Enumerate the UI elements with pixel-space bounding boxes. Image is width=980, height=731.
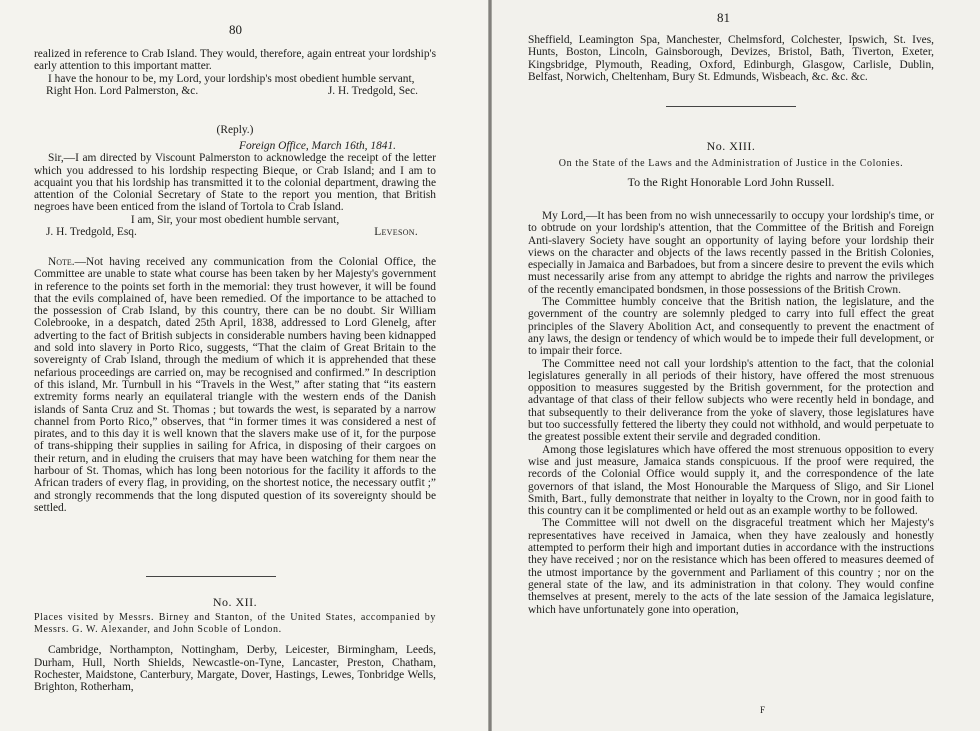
right-page (492, 0, 980, 731)
reply-letter (34, 140, 436, 238)
places-continued (528, 34, 934, 83)
reply-closing: I am, Sir, your most obedient humble servant, (130, 213, 340, 226)
section-number: No. XIII. (706, 139, 756, 153)
section-xiii (528, 140, 934, 189)
section-xii (34, 596, 436, 693)
paragraph: Among those legislatures which have offered the most strenuous opposition to every wise and just measure, Jamaica stands conspicuous. If the proof were required, the records of the Colonial Office would supply it, and the correspondence of the late governors of that island, the Most Honourable the Marquess of Sligo, and Sir Lionel Smith, Bart., fully demonstrate that neither in loyalty to the Crown, nor in good faith to this country can it be complimented or held out as an example worthy to be followed. (528, 443, 934, 518)
paragraph: My Lord,—It has been from no wish unnecessarily to occupy your lordship's time, or to obtrude on your lordship's attention, that the Committee of the British and Foreign Anti-slavery Society have sought an opportunity of laying before your lordship their views on the character and objects of the laws recently passed in the British Colonies, especially in Jamaica and Barbadoes, but from a sincere desire to prevent the evils which must necessarily arise from any attempt to abridge the rights and narrow the privileges of the recently emancipated bondsmen, in those possessions of the British Crown. (528, 210, 934, 296)
left-column-top (34, 48, 436, 97)
reply-addressee: J. H. Tredgold, Esq. (46, 226, 137, 239)
page-number: 81 (717, 10, 730, 25)
letter-signoff (34, 85, 436, 97)
signoff-addressee: Right Hon. Lord Palmerston, &c. (46, 84, 199, 97)
places-list: Cambridge, Northampton, Nottingham, Derby, Leicester, Birmingham, Leeds, Durham, Hull, North Shields, Newcastle-on-Tyne, Lancaster, Preston, Chatham, Rochester, Maidstone, Canterbury, Margate, Dover, Hastings, Lewes, Tonbridge Wells, Brighton, Rotherham, (34, 644, 436, 694)
signoff-signer: J. H. Tredgold, Sec. (327, 84, 418, 97)
note-body: —Not having received any communication from the Colonial Office, the Committee are unable to state what course has been taken by her Majesty's government in reference to the points set forth in the memorial: they trust however, it will be found that the evils complained of, have been remedied. Of the importance to be attached to the possession of Crab Island, by this country, there can be no doubt. Sir William Colebrooke, in a despatch, dated 25th April, 1838, addressed to Lord Glenelg, after adverting to the fact of British subjects in considerable numbers having been kidnapped and sold into slavery in Porto Rico, suggests, “That the claim of Great Britain to the sovereignty of Crab Island, through the medium of which it is apprehended that these nefarious proceedings are carried on, may be recognised and confirmed.” In description of this island, Mr. Turnbull in his “Travels in the West,” after stating that “its eastern extremity forms nearly an equilateral triangle with the western ends of the Danish islands of Santa Cruz and St. Thomas ; but towards the west, is separated by a narrow channel from Porto Rico,” observes, that “in former times it was considered a nest of pirates, and to this day it is well known that the slavers make use of it, for the purpose of trans-shipping their supplies in sailing for Africa, in disposing of their cargoes on their return, and in eluding the cruisers that may have been watching for them near the harbour of St. Thomas, which has long been notorious for the facility it affords to the African traders of every flag, in providing, on the shortest notice, the necessary outfit ;” and strongly recommends that the long disputed question of its sovereignty should be settled. (34, 256, 436, 514)
note-paragraph (34, 256, 436, 514)
letter-body (528, 210, 934, 616)
paragraph: The Committee need not call your lordship's attention to the fact, that the colonial legislatures generally in all periods of their history, have offered the most strenuous opposition to measures suggested by the British government, for the protection and advantage of that class of their fellow subjects who were recently held in bondage, and that subsequently to their deliverance from the yoke of slavery, those legislatures have but too successfully fettered the liberty they could not withhold, and would perpetuate to the greatest possible extent their servile and degraded condition. (528, 357, 934, 444)
reply-signoff (34, 226, 436, 238)
left-page (0, 0, 488, 731)
section-divider (666, 106, 796, 107)
reply-section (34, 124, 436, 136)
note-label: Note. (48, 256, 75, 268)
reply-dateline: Foreign Office, March 16th, 1841. (238, 140, 396, 152)
signature-mark: F (760, 705, 766, 715)
letter-ending: realized in reference to Crab Island. They would, therefore, again entreat your lordship's early attention to this important matter. (34, 48, 436, 73)
section-title: On the State of the Laws and the Administration of Justice in the Colonies. (558, 158, 904, 170)
section-number: No. XII. (212, 595, 258, 609)
letter-closing: I have the honour to be, my Lord, your lordship's most obedient humble servant, (48, 72, 415, 85)
paragraph: The Committee will not dwell on the disgraceful treatment which her Majesty's representatives have received in Jamaica, when they have zealously and honestly attempted to perform their high and important duties in accordance with the instructions they have received ; nor on the resistance which has been offered to measures deemed of the utmost importance by the government and Parliament of this country ; nor on the general state of the law, and its administration in that colony. They would confine themselves at present, merely to the acts of the late session of the Jamaica legislature, which have unfortunately gone into operation, (528, 517, 934, 616)
letter-addressee: To the Right Honorable Lord John Russell. (627, 175, 835, 190)
reply-body: Sir,—I am directed by Viscount Palmerston to acknowledge the receipt of the letter which you addressed to his lordship respecting Bieque, or Crab Island; and I am to acquaint you that his lordship has transmitted it to the colonial department, drawing the attention of the Colonial Secretary of State to the report you mention, that British negroes have been enticed from the island of Tortola to Crab Island. (34, 152, 436, 214)
reply-signer: Leveson. (374, 226, 418, 239)
section-divider (146, 576, 276, 577)
page-number: 80 (229, 22, 242, 37)
paragraph: The Committee humbly conceive that the British nation, the legislature, and the government of the country are solemnly pledged to carry into full effect the great principles of the Slavery Abolition Act, and consequently to prevent the enactment of any laws, the design or tendency of which would be to impede their full development, or to impair their force. (528, 296, 934, 358)
section-title: Places visited by Messrs. Birney and Stanton, of the United States, accompanied by Messrs. G. W. Alexander, and John Scoble of London. (34, 612, 436, 636)
reply-heading: (Reply.) (216, 124, 254, 136)
places-list-cont: Sheffield, Leamington Spa, Manchester, Chelmsford, Colchester, Ipswich, St. Ives, Hunts, Boston, Lincoln, Gainsborough, Devizes, Bristol, Bath, Tiverton, Exeter, Kingsbridge, Plymouth, Reading, Oxford, Edinburgh, Glasgow, Carlisle, Dublin, Belfast, Norwich, Cheltenham, Bury St. Edmunds, Wisbeach, &c. &c. &c. (528, 34, 934, 83)
